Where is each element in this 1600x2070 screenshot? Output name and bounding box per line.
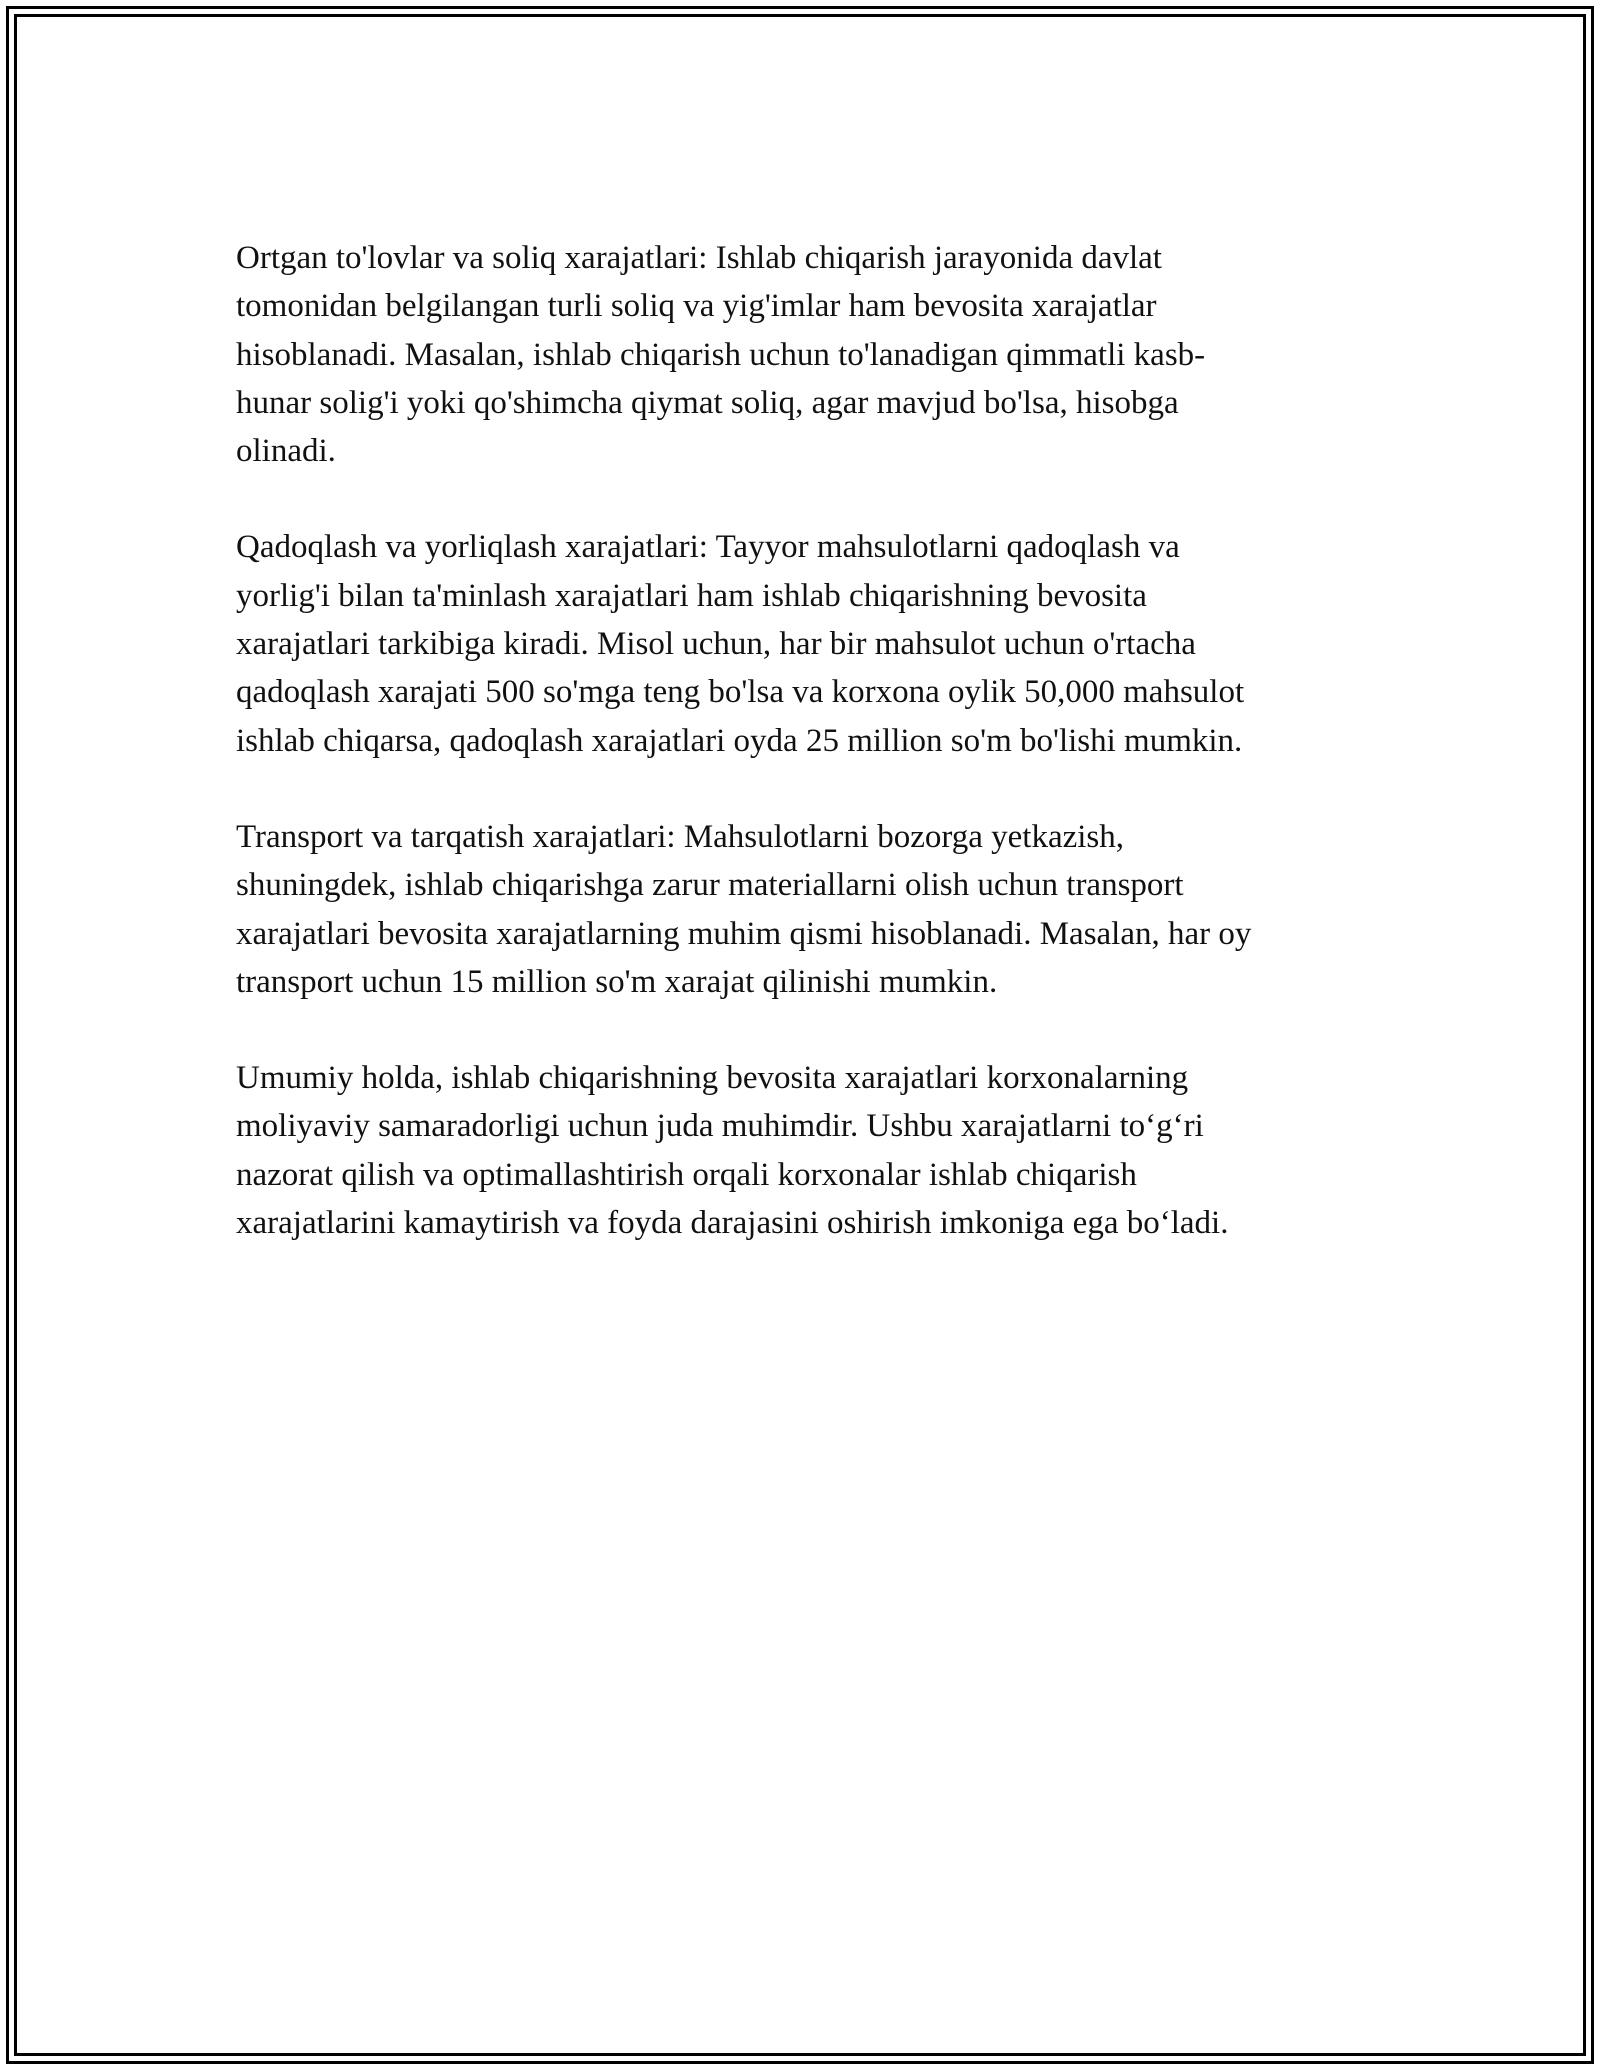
paragraph-conclusion: Umumiy holda, ishlab chiqarishning bevosita xarajatlari korxonalarning moliyaviy samaradorligi uchun juda muhimdir. Ushbu xarajatlarni to‘g‘ri nazorat qilish va optimallashtirish orqali korxonalar ishlab chiqarish xarajatlarini kamaytirish va foyda darajasini oshirish imkoniga ega bo‘ladi.	[236, 1060, 1229, 1242]
document-body	[236, 234, 1386, 1295]
paragraph-packaging: Qadoqlash va yorliqlash xarajatlari: Tayyor mahsulotlarni qadoqlash va yorlig'i bilan ta'minlash xarajatlari ham ishlab chiqarishning bevosita xarajatlari tarkibiga kiradi. Misol uchun, har bir mahsulot uchun o'rtacha qadoqlash xarajati 500 so'mga teng bo'lsa va korxona oylik 50,000 mahsulot ishlab chiqarsa, qadoqlash xarajatlari oyda 25 million so'm bo'lishi mumkin.	[236, 529, 1245, 759]
paragraph-taxes: Ortgan to'lovlar va soliq xarajatlari: Ishlab chiqarish jarayonida davlat tomonidan belgilangan turli soliq va yig'imlar ham bevosita xarajatlar hisoblanadi. Masalan, ishlab chiqarish uchun to'lanadigan qimmatli kasb- hunar solig'i yoki qo'shimcha qiymat soliq, agar mavjud bo'lsa, hisobga olinadi.	[236, 240, 1206, 470]
paragraph-transport: Transport va tarqatish xarajatlari: Mahsulotlarni bozorga yetkazish, shuningdek, ishlab chiqarishga zarur materiallarni olish uchun transport xarajatlari bevosita xarajatlarning muhim qismi hisoblanadi. Masalan, har oy transport uchun 15 million so'm xarajat qilinishi mumkin.	[236, 818, 1252, 1000]
